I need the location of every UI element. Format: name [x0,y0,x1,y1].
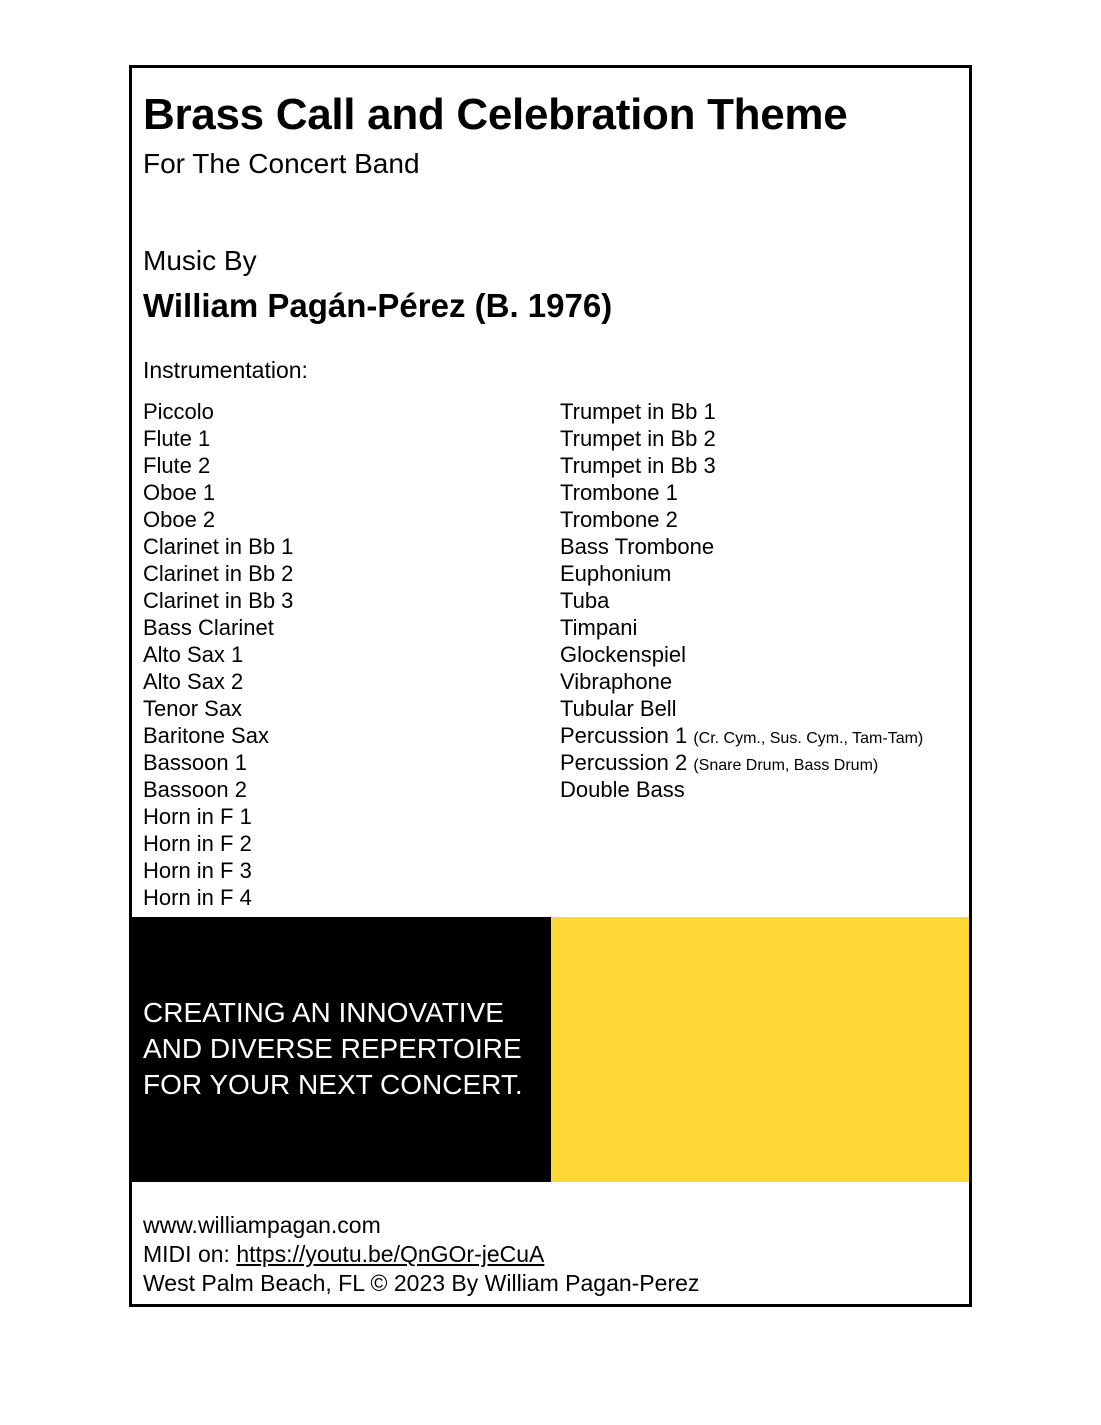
instrument-item [560,425,923,452]
midi-link[interactable]: https://youtu.be/QnGOr-jeCuA [236,1241,545,1267]
instrument-name: Bass Trombone [560,534,715,559]
instrument-note: (Snare Drum, Bass Drum) [693,757,879,774]
instrument-item: Baritone Sax [143,723,269,748]
instrument-item: Bassoon 2 [143,777,247,802]
instrument-note: (Cr. Cym., Sus. Cym., Tam-Tam) [693,730,924,747]
instrument-name: Euphonium [560,561,672,586]
instrument-name: Double Bass [560,777,685,802]
instrument-list-left [143,398,293,911]
instrument-item [560,614,923,641]
instrument-item: Bass Clarinet [143,615,274,640]
instrument-name: Trumpet in Bb 2 [560,426,716,451]
instrument-name: Tuba [560,588,610,613]
instrument-item [560,722,923,749]
copyright-text: West Palm Beach, FL © 2023 By William Pagan-Perez [143,1270,700,1296]
midi-label: MIDI on: [143,1241,230,1267]
tagline-line: CREATING AN INNOVATIVE [143,997,504,1028]
instrument-item [560,452,923,479]
instrument-name: Trumpet in Bb 1 [560,399,716,424]
instrument-item: Clarinet in Bb 3 [143,588,294,613]
instrument-list-right [560,398,923,803]
instrument-name: Trombone 1 [560,480,678,505]
music-by-label: Music By [143,245,257,276]
instrument-item: Piccolo [143,399,214,424]
instrument-item: Flute 2 [143,453,211,478]
instrument-item: Tenor Sax [143,696,243,721]
website-text: www.williampagan.com [143,1212,381,1238]
instrument-item: Oboe 2 [143,507,216,532]
banner-yellow-panel [551,917,969,1182]
page-subtitle: For The Concert Band [143,148,420,179]
tagline-line: AND DIVERSE REPERTOIRE [143,1033,522,1064]
instrument-item [560,479,923,506]
instrument-item [560,668,923,695]
footer [143,1211,699,1298]
instrument-item: Horn in F 2 [143,831,252,856]
cover-frame [129,65,972,1307]
banner-black-panel [132,917,551,1182]
composer-name: William Pagán-Pérez (B. 1976) [143,287,613,324]
banner-tagline [143,995,523,1103]
instrument-name: Percussion 1 [560,723,688,748]
instrument-item: Alto Sax 1 [143,642,244,667]
instrument-name: Glockenspiel [560,642,686,667]
instrument-item [560,641,923,668]
midi-line [143,1240,699,1269]
instrument-item [560,398,923,425]
instrument-item: Alto Sax 2 [143,669,244,694]
instrument-item: Oboe 1 [143,480,216,505]
instrument-item [560,749,923,776]
instrument-item: Horn in F 1 [143,804,252,829]
instrument-item [560,587,923,614]
instrument-name: Vibraphone [560,669,673,694]
instrument-item [560,506,923,533]
instrument-name: Trumpet in Bb 3 [560,453,716,478]
instrument-item [560,560,923,587]
instrument-item [560,533,923,560]
instrument-item: Clarinet in Bb 1 [143,534,294,559]
page-title: Brass Call and Celebration Theme [143,90,848,139]
instrument-name: Timpani [560,615,638,640]
tagline-line: FOR YOUR NEXT CONCERT. [143,1069,523,1100]
instrument-item: Flute 1 [143,426,211,451]
instrument-item: Horn in F 4 [143,885,252,910]
instrument-item: Clarinet in Bb 2 [143,561,294,586]
instrument-item [560,695,923,722]
instrument-name: Trombone 2 [560,507,678,532]
instrument-item [560,776,923,803]
instrument-item: Bassoon 1 [143,750,247,775]
instrument-name: Tubular Bell [560,696,677,721]
instrument-item: Horn in F 3 [143,858,252,883]
instrument-name: Percussion 2 [560,750,688,775]
instrumentation-heading: Instrumentation: [143,357,308,383]
